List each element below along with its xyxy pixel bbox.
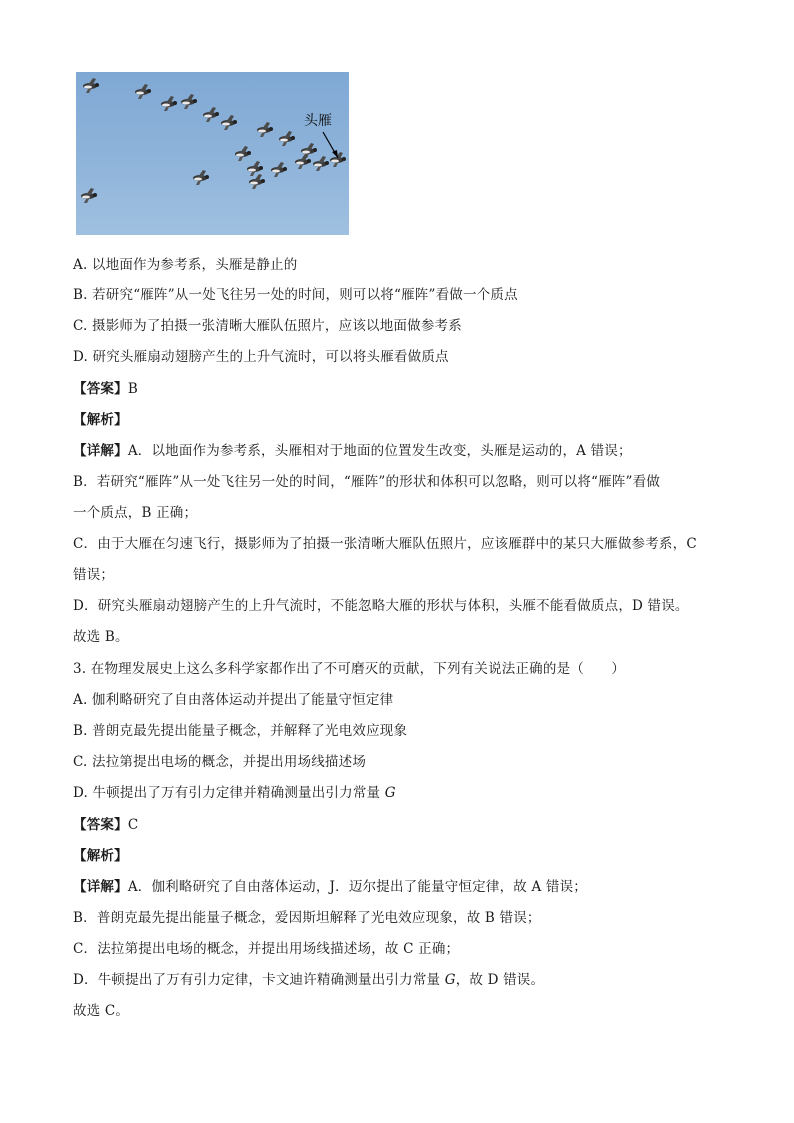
q3-detail-d-symbol: G [444, 972, 456, 988]
q3-stem: 3. 在物理发展史上这么多科学家都作出了不可磨灭的贡献，下列有关说法正确的是（ ） [73, 661, 626, 677]
q3-detail-tag: 【详解】 [73, 879, 128, 895]
q3-detail-line-3: C．法拉第提出电场的概念，并提出用场线描述场，故 C 正确； [73, 941, 460, 957]
q3-option-d-text: D. 牛顿提出了万有引力定律并精确测量出引力常量 [73, 785, 385, 801]
q2-detail-line-4: C．由于大雁在匀速飞行，摄影师为了拍摄一张清晰大雁队伍照片，应该雁群中的某只大雁做参考系，C [73, 536, 697, 552]
q3-option-c: C. 法拉第提出电场的概念，并提出用场线描述场 [73, 754, 367, 770]
q2-detail-line-2: B．若研究“雁阵”从一处飞往另一处的时间，“雁阵”的形状和体积可以忽略，则可以将“雁阵”看做 [73, 474, 661, 490]
q2-option-b: B. 若研究“雁阵”从一处飞往另一处的时间，则可以将“雁阵”看做一个质点 [73, 287, 518, 303]
q2-detail-line-1 [73, 441, 632, 461]
q3-analysis-tag: 【解析】 [73, 848, 128, 864]
q3-answer-value: C [127, 817, 139, 833]
q2-answer-value: B [127, 381, 138, 397]
q2-detail-text-1: A．以地面作为参考系，头雁相对于地面的位置发生改变，头雁是运动的，A 错误； [127, 443, 632, 459]
q2-option-d: D. 研究头雁扇动翅膀产生的上升气流时，可以将头雁看做质点 [73, 349, 449, 365]
q2-detail-tag: 【详解】 [73, 443, 128, 459]
q3-option-d-symbol: G [384, 785, 396, 801]
lead-goose-label: 头雁 [304, 113, 332, 129]
q2-option-c: C. 摄影师为了拍摄一张清晰大雁队伍照片，应该以地面做参考系 [73, 318, 462, 334]
q2-analysis-tag: 【解析】 [73, 412, 128, 428]
q2-option-a: A. 以地面作为参考系，头雁是静止的 [73, 257, 298, 273]
q3-answer-tag: 【答案】 [73, 817, 128, 833]
q3-detail-d-suffix: ，故 D 错误。 [455, 972, 545, 988]
q3-detail-line-2: B．普朗克最先提出能量子概念，爱因斯坦解释了光电效应现象，故 B 错误； [73, 910, 541, 926]
q2-detail-line-6: D．研究头雁扇动翅膀产生的上升气流时，不能忽略大雁的形状与体积，头雁不能看做质点，D 错误。 [73, 598, 689, 614]
q3-conclusion: 故选 C。 [73, 1003, 130, 1019]
arrow-head [332, 150, 338, 158]
q3-detail-text-1: A．伽利略研究了自由落体运动，J．迈尔提出了能量守恒定律，故 A 错误； [127, 879, 588, 895]
q2-answer [73, 379, 138, 399]
q3-detail-d-prefix: D．牛顿提出了万有引力定律，卡文迪许精确测量出引力常量 [73, 972, 445, 988]
q3-answer [73, 815, 138, 835]
q2-conclusion: 故选 B。 [73, 629, 129, 645]
geese-illustration [76, 72, 349, 235]
q3-option-a: A. 伽利略研究了自由落体运动并提出了能量守恒定律 [73, 692, 394, 708]
q2-detail-line-3: 一个质点，B 正确； [73, 505, 198, 521]
q3-detail-line-1 [73, 877, 587, 897]
q3-detail-line-4 [73, 970, 544, 990]
q2-detail-line-5: 错误； [73, 567, 115, 583]
q3-option-d [73, 783, 396, 803]
geese-photo [76, 72, 349, 235]
q3-option-b: B. 普朗克最先提出能量子概念，并解释了光电效应现象 [73, 723, 408, 739]
q2-answer-tag: 【答案】 [73, 381, 128, 397]
